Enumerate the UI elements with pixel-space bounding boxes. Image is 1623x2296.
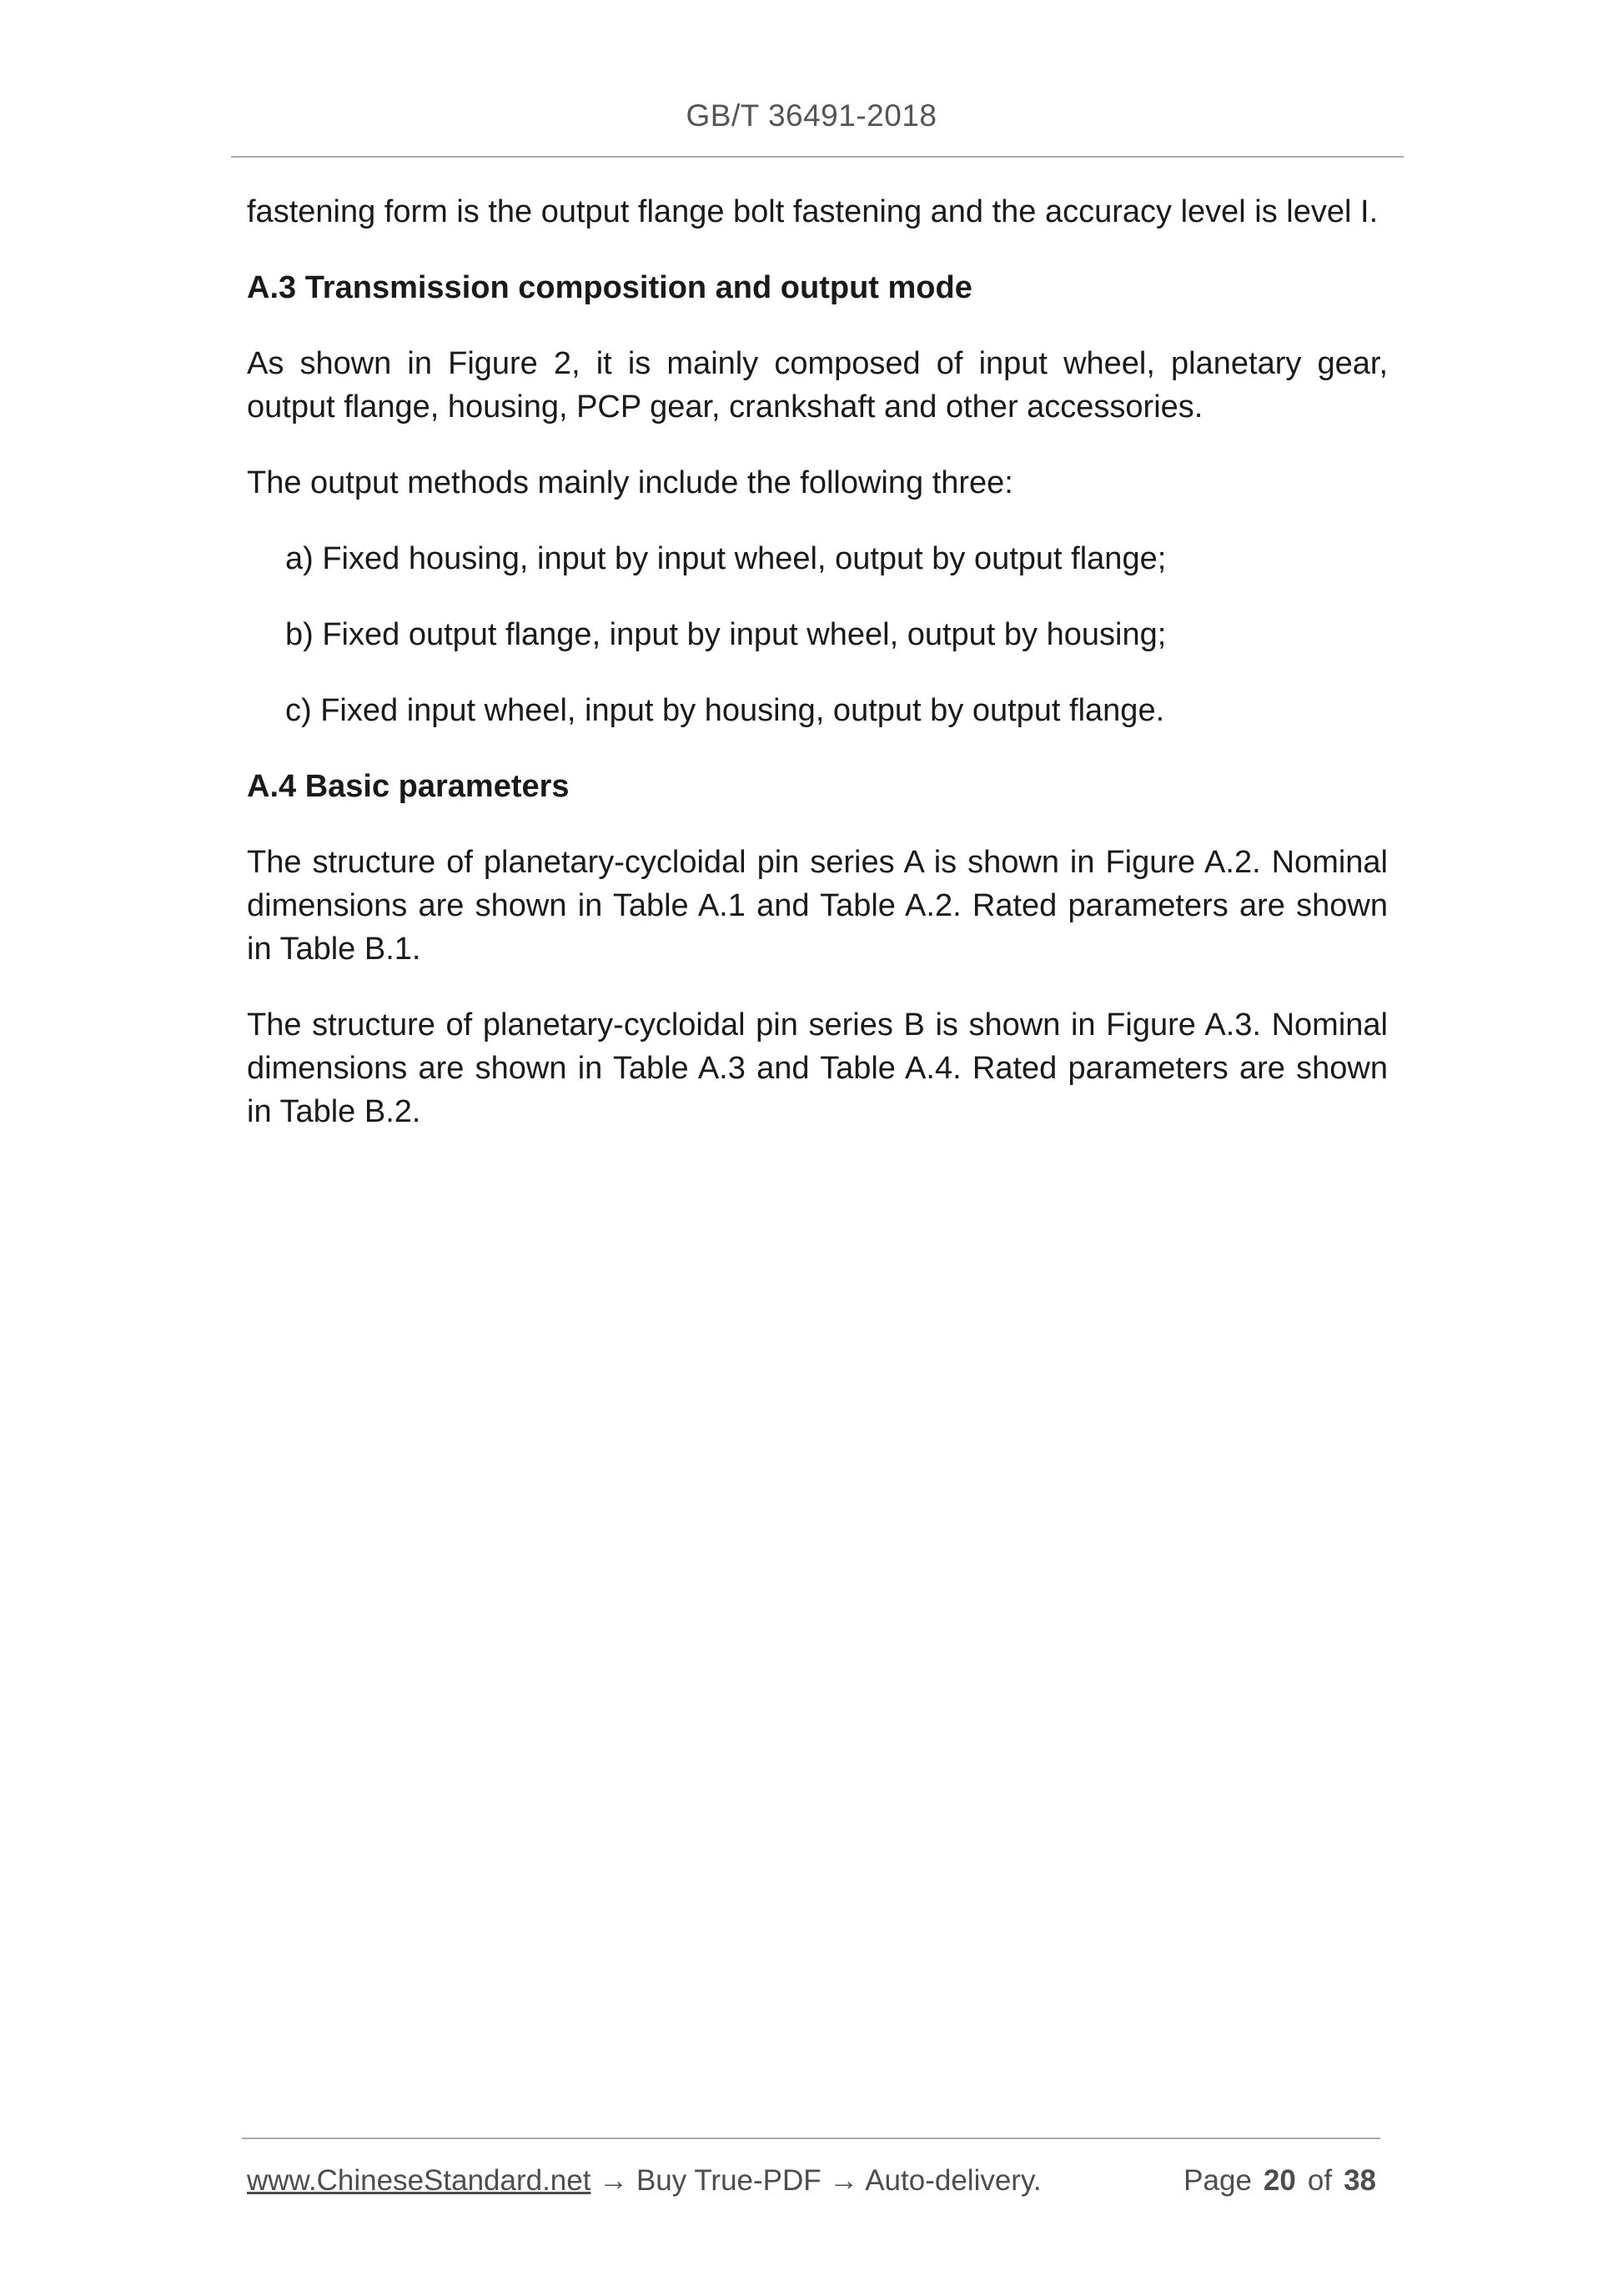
paragraph-output-methods: The output methods mainly include the following three: bbox=[247, 465, 1013, 500]
arrow-icon: → bbox=[599, 2164, 629, 2197]
page-current: 20 bbox=[1263, 2164, 1296, 2197]
page-number bbox=[1183, 2160, 1376, 2202]
document-header-title: GB/T 36491-2018 bbox=[686, 98, 937, 133]
list-item-a: a) Fixed housing, input by input wheel, output by output flange; bbox=[285, 541, 1167, 576]
page-total: 38 bbox=[1344, 2164, 1376, 2197]
header-divider bbox=[231, 156, 1404, 158]
footer-divider bbox=[242, 2138, 1380, 2139]
list-item-b: b) Fixed output flange, input by input wheel, output by housing; bbox=[285, 617, 1167, 652]
document-body bbox=[247, 190, 1388, 1166]
paragraph-composition: As shown in Figure 2, it is mainly composed of input wheel, planetary gear, output flange, housing, PCP gear, crankshaft and other accessories. bbox=[247, 346, 1388, 425]
paragraph-series-b: The structure of planetary-cycloidal pin series B is shown in Figure A.3. Nominal dimensions are shown in Table A.3 and Table A.4. Rated parameters are shown in Table B.2. bbox=[247, 1007, 1388, 1129]
footer-promo bbox=[247, 2160, 1042, 2202]
website-link[interactable]: www.ChineseStandard.net bbox=[247, 2164, 591, 2197]
list-item-c: c) Fixed input wheel, input by housing, output by output flange. bbox=[285, 693, 1165, 728]
section-heading-a3: A.3 Transmission composition and output mode bbox=[247, 270, 972, 305]
page-label: Page bbox=[1183, 2164, 1252, 2197]
arrow-icon: → bbox=[829, 2164, 859, 2197]
buy-text: Buy True-PDF bbox=[636, 2164, 822, 2197]
section-heading-a4: A.4 Basic parameters bbox=[247, 769, 570, 804]
paragraph-continuation: fastening form is the output flange bolt fastening and the accuracy level is level I. bbox=[247, 194, 1379, 229]
paragraph-series-a: The structure of planetary-cycloidal pin series A is shown in Figure A.2. Nominal dimensions are shown in Table A.1 and Table A.2. Rated parameters are shown in Table B.1. bbox=[247, 845, 1388, 967]
page-of: of bbox=[1307, 2164, 1333, 2197]
delivery-text: Auto-delivery. bbox=[865, 2164, 1042, 2197]
